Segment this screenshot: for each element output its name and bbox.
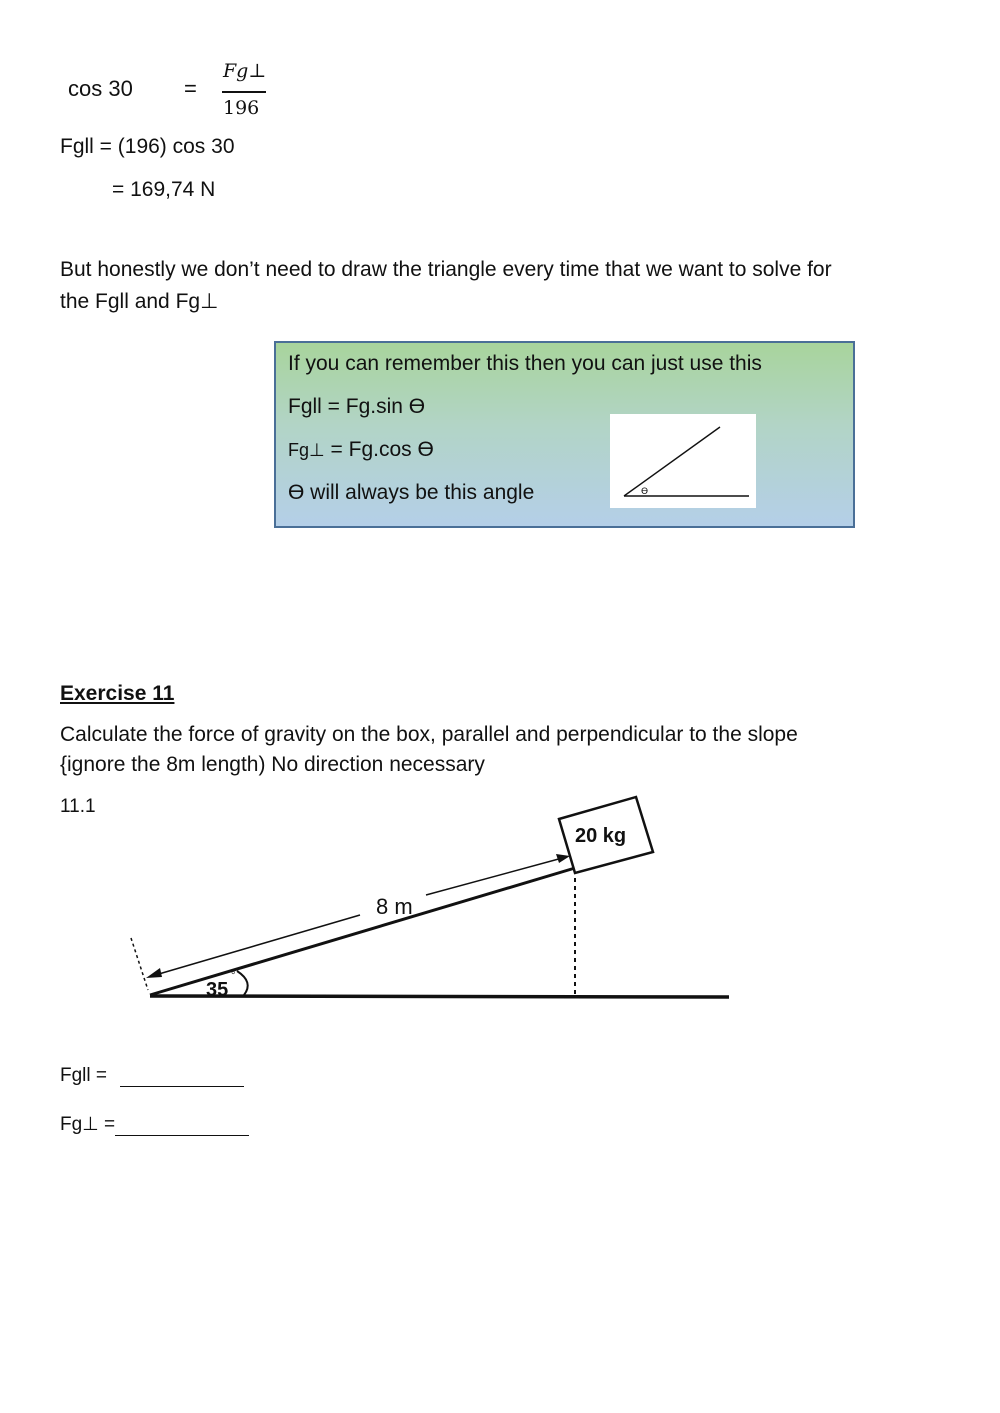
answer-parallel xyxy=(60,1065,244,1087)
angle-label: 35 xyxy=(206,979,229,1001)
degree-symbol: ° xyxy=(231,970,236,982)
equals-sign: = xyxy=(184,76,197,101)
paragraph-line-2: the Fgll and Fg⊥ xyxy=(60,290,219,313)
paragraph-line-1: But honestly we don’t need to draw the triangle every time that we want to solve for xyxy=(60,258,832,281)
angle-arc xyxy=(237,971,248,995)
dimension-tick xyxy=(131,938,148,990)
ground-line xyxy=(150,996,729,997)
angle-note: ϴ will always be this angle xyxy=(288,481,535,504)
slope-line xyxy=(150,868,575,995)
question-number: 11.1 xyxy=(60,796,96,817)
parallel-formula: Fgll = Fg.sin ϴ xyxy=(288,395,426,418)
perpendicular-prefix: Fg⊥ xyxy=(288,440,325,460)
exercise-title: Exercise 11 xyxy=(60,682,175,705)
tip-intro: If you can remember this then you can just use this xyxy=(288,352,762,375)
dimension-line-left xyxy=(152,915,360,976)
fraction-denominator: 196 xyxy=(223,97,260,119)
instruction-line-2: {ignore the 8m length) No direction necessary xyxy=(60,753,485,776)
length-label: 8 m xyxy=(376,894,413,919)
answer-perpendicular xyxy=(60,1113,249,1136)
answer-perpendicular-blank[interactable] xyxy=(115,1117,249,1136)
angle-theta-label: ϴ xyxy=(641,487,649,497)
answer-parallel-label: Fgll = xyxy=(60,1065,113,1086)
answer-perpendicular-label: Fg⊥ = xyxy=(60,1114,116,1135)
dimension-arrowhead-right xyxy=(556,854,570,863)
derivation-result: = 169,74 N xyxy=(112,178,216,201)
derivation-line-1: Fgll = (196) cos 30 xyxy=(60,135,235,158)
answer-parallel-blank[interactable] xyxy=(120,1068,244,1087)
perpendicular-formula-rest: = Fg.cos ϴ xyxy=(324,438,434,461)
instruction-line-1: Calculate the force of gravity on the box, parallel and perpendicular to the slope xyxy=(60,723,798,746)
fraction-numerator: Fg⊥ xyxy=(223,60,267,82)
cos-expression: cos 30 xyxy=(68,76,133,101)
mass-label: 20 kg xyxy=(575,825,627,847)
dimension-arrowhead-left xyxy=(146,968,162,978)
